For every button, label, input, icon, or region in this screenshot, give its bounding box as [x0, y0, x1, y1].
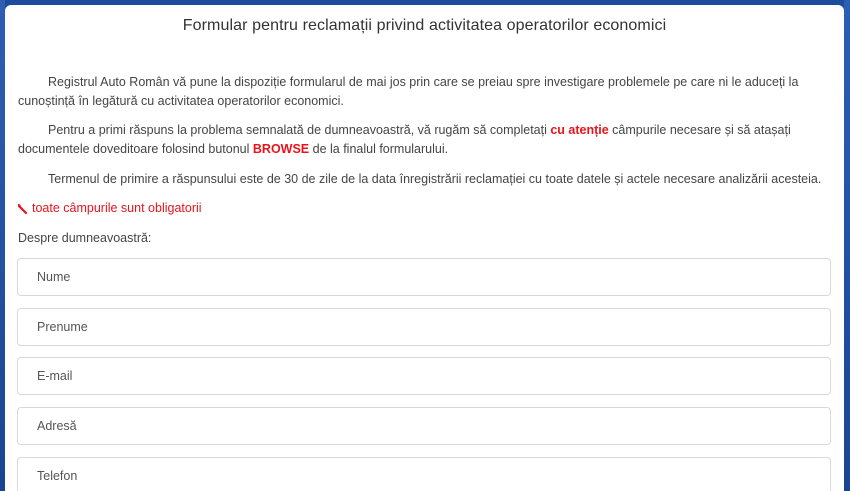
section-label-about-you: Despre dumneavoastră: [18, 231, 152, 245]
intro-p2-highlight-attention: cu atenție [550, 123, 609, 137]
intro-paragraph-1: Registrul Auto Român vă pune la dispoziție formularul de mai jos prin care se preiau spre investigare problemele pe care ni le aduceți la cunoștință în legătură cu activitatea operatorilor economici. [18, 75, 799, 108]
telefon-input[interactable] [17, 457, 831, 491]
intro-p2-text-before: Pentru a primi răspuns la problema semnalată de dumneavoastră, vă rugăm să completați [48, 123, 551, 137]
page-title: Formular pentru reclamații privind activitatea operatorilor economici [182, 17, 667, 34]
intro-p2-highlight-browse: BROWSE [252, 142, 310, 156]
intro-paragraph-3: Termenul de primire a răspunsului este de 30 de zile de la data înregistrării reclamației cu toate datele și actele necesare analizării acesteia. [48, 172, 822, 186]
required-note-text: toate câmpurile sunt obligatorii [32, 201, 202, 215]
intro-p2-text-after: de la finalul formularului. [309, 142, 449, 156]
required-fields-note [18, 201, 202, 215]
nume-input[interactable] [17, 258, 831, 296]
intro-paragraph-2 [18, 121, 831, 159]
complaint-form-card [5, 5, 844, 491]
prenume-input[interactable] [17, 308, 831, 346]
pencil-icon [18, 203, 28, 213]
email-input[interactable] [17, 357, 831, 395]
right-background-strip [844, 0, 850, 491]
intro-p2-text-middle: câmpurile necesare și să atașați documentele doveditoare folosind butonul [18, 123, 791, 156]
adresa-input[interactable] [17, 407, 831, 445]
